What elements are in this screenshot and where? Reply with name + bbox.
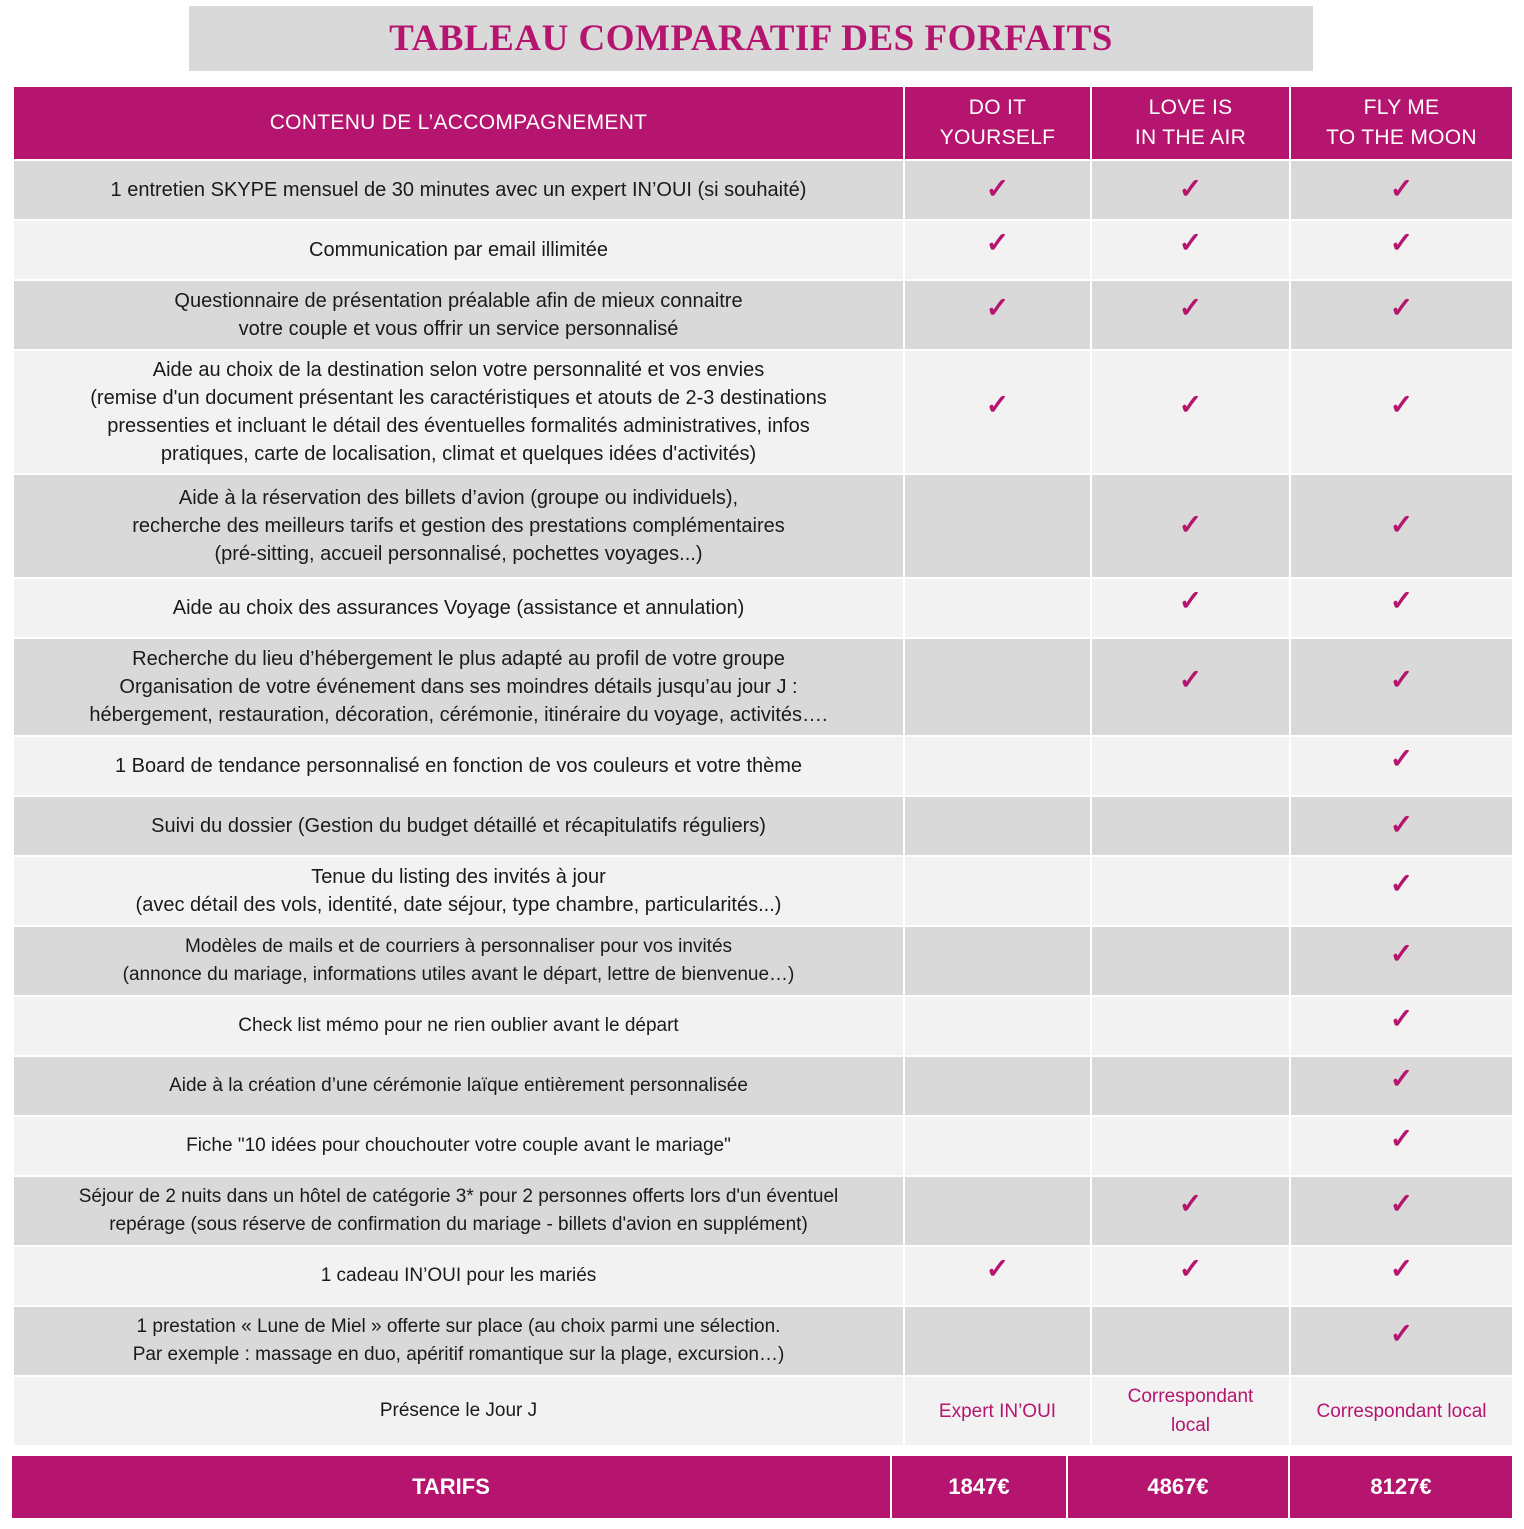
check-cell-fly-me-to-the-moon [1290, 1306, 1513, 1376]
feature-description: Séjour de 2 nuits dans un hôtel de catégorie 3* pour 2 personnes offerts lors d'un éventuel repérage (sous réserve de confirmation du mariage - billets d'avion en supplément) [13, 1176, 904, 1246]
presence-label: Présence le Jour J [13, 1376, 904, 1446]
check-cell-love-is-in-the-air [1091, 1246, 1290, 1306]
check-cell-do-it-yourself [904, 1246, 1091, 1306]
header-row [13, 86, 1513, 160]
checkmark-icon: ✓ [1389, 1187, 1414, 1219]
check-cell-do-it-yourself [904, 926, 1091, 996]
tarif-love-is-in-the-air: 4867€ [1067, 1456, 1289, 1518]
check-cell-love-is-in-the-air [1091, 160, 1290, 220]
checkmark-icon: ✓ [1389, 584, 1414, 616]
check-cell-do-it-yourself [904, 350, 1091, 474]
check-cell-fly-me-to-the-moon [1290, 1246, 1513, 1306]
table-row [13, 926, 1513, 996]
feature-description: Recherche du lieu d’hébergement le plus adapté au profil de votre groupe Organisation de votre événement dans ses moindres détails jusqu’au jour J : hébergement, restauration, décoration, cérémonie, itinéraire du voyage, activités…. [13, 638, 904, 736]
feature-description: Questionnaire de présentation préalable afin de mieux connaitre votre couple et vous offrir un service personnalisé [13, 280, 904, 350]
checkmark-icon: ✓ [1389, 663, 1414, 695]
check-cell-love-is-in-the-air [1091, 1176, 1290, 1246]
feature-description: 1 entretien SKYPE mensuel de 30 minutes avec un expert IN’OUI (si souhaité) [13, 160, 904, 220]
feature-description: Aide à la réservation des billets d’avion (groupe ou individuels), recherche des meilleurs tarifs et gestion des prestations complémentaires (pré-sitting, accueil personnalisé, pochettes voyages...) [13, 474, 904, 578]
table-row [13, 474, 1513, 578]
checkmark-icon: ✓ [985, 291, 1010, 323]
table-row [13, 638, 1513, 736]
feature-description: 1 prestation « Lune de Miel » offerte sur place (au choix parmi une sélection. Par exemple : massage en duo, apéritif romantique sur la plage, excursion…) [13, 1306, 904, 1376]
table-row [13, 1056, 1513, 1116]
check-cell-fly-me-to-the-moon [1290, 926, 1513, 996]
checkmark-icon: ✓ [985, 226, 1010, 258]
check-cell-fly-me-to-the-moon [1290, 474, 1513, 578]
checkmark-icon: ✓ [1389, 867, 1414, 899]
checkmark-icon: ✓ [1178, 388, 1203, 420]
checkmark-icon: ✓ [1389, 388, 1414, 420]
check-cell-do-it-yourself [904, 736, 1091, 796]
table-row [13, 1306, 1513, 1376]
check-cell-do-it-yourself [904, 796, 1091, 856]
presence-row [13, 1376, 1513, 1446]
check-cell-love-is-in-the-air [1091, 996, 1290, 1056]
check-cell-fly-me-to-the-moon [1290, 736, 1513, 796]
checkmark-icon: ✓ [1389, 291, 1414, 323]
checkmark-icon: ✓ [1178, 1187, 1203, 1219]
feature-description: Aide au choix de la destination selon votre personnalité et vos envies (remise d'un document présentant les caractéristiques et atouts de 2-3 destinations pressenties et incluant le détail des éventuelles formalités administratives, infos pratiques, carte de localisation, climat et quelques idées d'activités) [13, 350, 904, 474]
check-cell-love-is-in-the-air [1091, 220, 1290, 280]
content-column-header: CONTENU DE L’ACCOMPAGNEMENT [13, 86, 904, 160]
check-cell-love-is-in-the-air [1091, 926, 1290, 996]
check-cell-love-is-in-the-air [1091, 736, 1290, 796]
table-row [13, 350, 1513, 474]
check-cell-do-it-yourself [904, 996, 1091, 1056]
page-title: TABLEAU COMPARATIF DES FORFAITS [389, 18, 1113, 59]
table-row [13, 160, 1513, 220]
table-row [13, 736, 1513, 796]
check-cell-love-is-in-the-air [1091, 638, 1290, 736]
feature-description: 1 Board de tendance personnalisé en fonction de vos couleurs et votre thème [13, 736, 904, 796]
plan-header-do-it-yourself: DO IT YOURSELF [904, 86, 1091, 160]
checkmark-icon: ✓ [1178, 291, 1203, 323]
plan-header-love-is-in-the-air: LOVE IS IN THE AIR [1091, 86, 1290, 160]
check-cell-do-it-yourself [904, 1116, 1091, 1176]
feature-description: Check list mémo pour ne rien oublier avant le départ [13, 996, 904, 1056]
check-cell-do-it-yourself [904, 220, 1091, 280]
feature-description: Communication par email illimitée [13, 220, 904, 280]
check-cell-fly-me-to-the-moon [1290, 350, 1513, 474]
presence-value: Expert IN’OUI [938, 1400, 1057, 1422]
tarifs-label: TARIFS [12, 1456, 891, 1518]
check-cell-love-is-in-the-air [1091, 474, 1290, 578]
comparison-table [12, 85, 1514, 1447]
check-cell-do-it-yourself [904, 1176, 1091, 1246]
checkmark-icon: ✓ [1178, 508, 1203, 540]
table-row [13, 578, 1513, 638]
check-cell-do-it-yourself [904, 638, 1091, 736]
check-cell-do-it-yourself [904, 280, 1091, 350]
checkmark-icon: ✓ [985, 388, 1010, 420]
table-row [13, 220, 1513, 280]
feature-description: Tenue du listing des invités à jour (avec détail des vols, identité, date séjour, type chambre, particularités...) [13, 856, 904, 926]
checkmark-icon: ✓ [1389, 1122, 1414, 1154]
presence-cell-do-it-yourself [904, 1376, 1091, 1446]
presence-value: Correspondant local [1316, 1400, 1487, 1422]
check-cell-love-is-in-the-air [1091, 1116, 1290, 1176]
check-cell-fly-me-to-the-moon [1290, 1056, 1513, 1116]
checkmark-icon: ✓ [1178, 1252, 1203, 1284]
check-cell-love-is-in-the-air [1091, 578, 1290, 638]
table-row [13, 1246, 1513, 1306]
feature-description: Fiche "10 idées pour chouchouter votre couple avant le mariage" [13, 1116, 904, 1176]
tarif-fly-me-to-the-moon: 8127€ [1289, 1456, 1512, 1518]
checkmark-icon: ✓ [1389, 508, 1414, 540]
check-cell-do-it-yourself [904, 474, 1091, 578]
checkmark-icon: ✓ [1389, 808, 1414, 840]
title-banner [189, 6, 1313, 71]
table-row [13, 1116, 1513, 1176]
table-row [13, 796, 1513, 856]
table-row [13, 1176, 1513, 1246]
check-cell-fly-me-to-the-moon [1290, 578, 1513, 638]
checkmark-icon: ✓ [1389, 1252, 1414, 1284]
checkmark-icon: ✓ [1389, 742, 1414, 774]
plan-header-fly-me-to-the-moon: FLY ME TO THE MOON [1290, 86, 1513, 160]
check-cell-love-is-in-the-air [1091, 796, 1290, 856]
check-cell-love-is-in-the-air [1091, 1056, 1290, 1116]
checkmark-icon: ✓ [1389, 1002, 1414, 1034]
check-cell-do-it-yourself [904, 856, 1091, 926]
presence-value: Correspondant local [1127, 1386, 1254, 1436]
check-cell-do-it-yourself [904, 1056, 1091, 1116]
feature-description: Modèles de mails et de courriers à personnaliser pour vos invités (annonce du mariage, informations utiles avant le départ, lettre de bienvenue…) [13, 926, 904, 996]
checkmark-icon: ✓ [1389, 937, 1414, 969]
check-cell-love-is-in-the-air [1091, 280, 1290, 350]
check-cell-do-it-yourself [904, 578, 1091, 638]
check-cell-do-it-yourself [904, 1306, 1091, 1376]
check-cell-do-it-yourself [904, 160, 1091, 220]
check-cell-fly-me-to-the-moon [1290, 160, 1513, 220]
checkmark-icon: ✓ [1178, 663, 1203, 695]
checkmark-icon: ✓ [1178, 172, 1203, 204]
feature-description: Aide à la création d’une cérémonie laïque entièrement personnalisée [13, 1056, 904, 1116]
checkmark-icon: ✓ [1178, 584, 1203, 616]
check-cell-fly-me-to-the-moon [1290, 220, 1513, 280]
table-row [13, 280, 1513, 350]
check-cell-love-is-in-the-air [1091, 1306, 1290, 1376]
check-cell-fly-me-to-the-moon [1290, 796, 1513, 856]
check-cell-fly-me-to-the-moon [1290, 856, 1513, 926]
checkmark-icon: ✓ [985, 1252, 1010, 1284]
table-row [13, 996, 1513, 1056]
checkmark-icon: ✓ [1389, 1062, 1414, 1094]
checkmark-icon: ✓ [1178, 226, 1203, 258]
check-cell-fly-me-to-the-moon [1290, 1116, 1513, 1176]
feature-description: 1 cadeau IN’OUI pour les mariés [13, 1246, 904, 1306]
feature-description: Suivi du dossier (Gestion du budget détaillé et récapitulatifs réguliers) [13, 796, 904, 856]
presence-cell-love-is-in-the-air [1091, 1376, 1290, 1446]
checkmark-icon: ✓ [985, 172, 1010, 204]
checkmark-icon: ✓ [1389, 172, 1414, 204]
checkmark-icon: ✓ [1389, 226, 1414, 258]
check-cell-fly-me-to-the-moon [1290, 996, 1513, 1056]
check-cell-fly-me-to-the-moon [1290, 280, 1513, 350]
presence-cell-fly-me-to-the-moon [1290, 1376, 1513, 1446]
tarifs-row [12, 1456, 1512, 1518]
check-cell-love-is-in-the-air [1091, 856, 1290, 926]
checkmark-icon: ✓ [1389, 1317, 1414, 1349]
check-cell-love-is-in-the-air [1091, 350, 1290, 474]
table-row [13, 856, 1513, 926]
feature-description: Aide au choix des assurances Voyage (assistance et annulation) [13, 578, 904, 638]
tarif-do-it-yourself: 1847€ [891, 1456, 1067, 1518]
check-cell-fly-me-to-the-moon [1290, 638, 1513, 736]
check-cell-fly-me-to-the-moon [1290, 1176, 1513, 1246]
